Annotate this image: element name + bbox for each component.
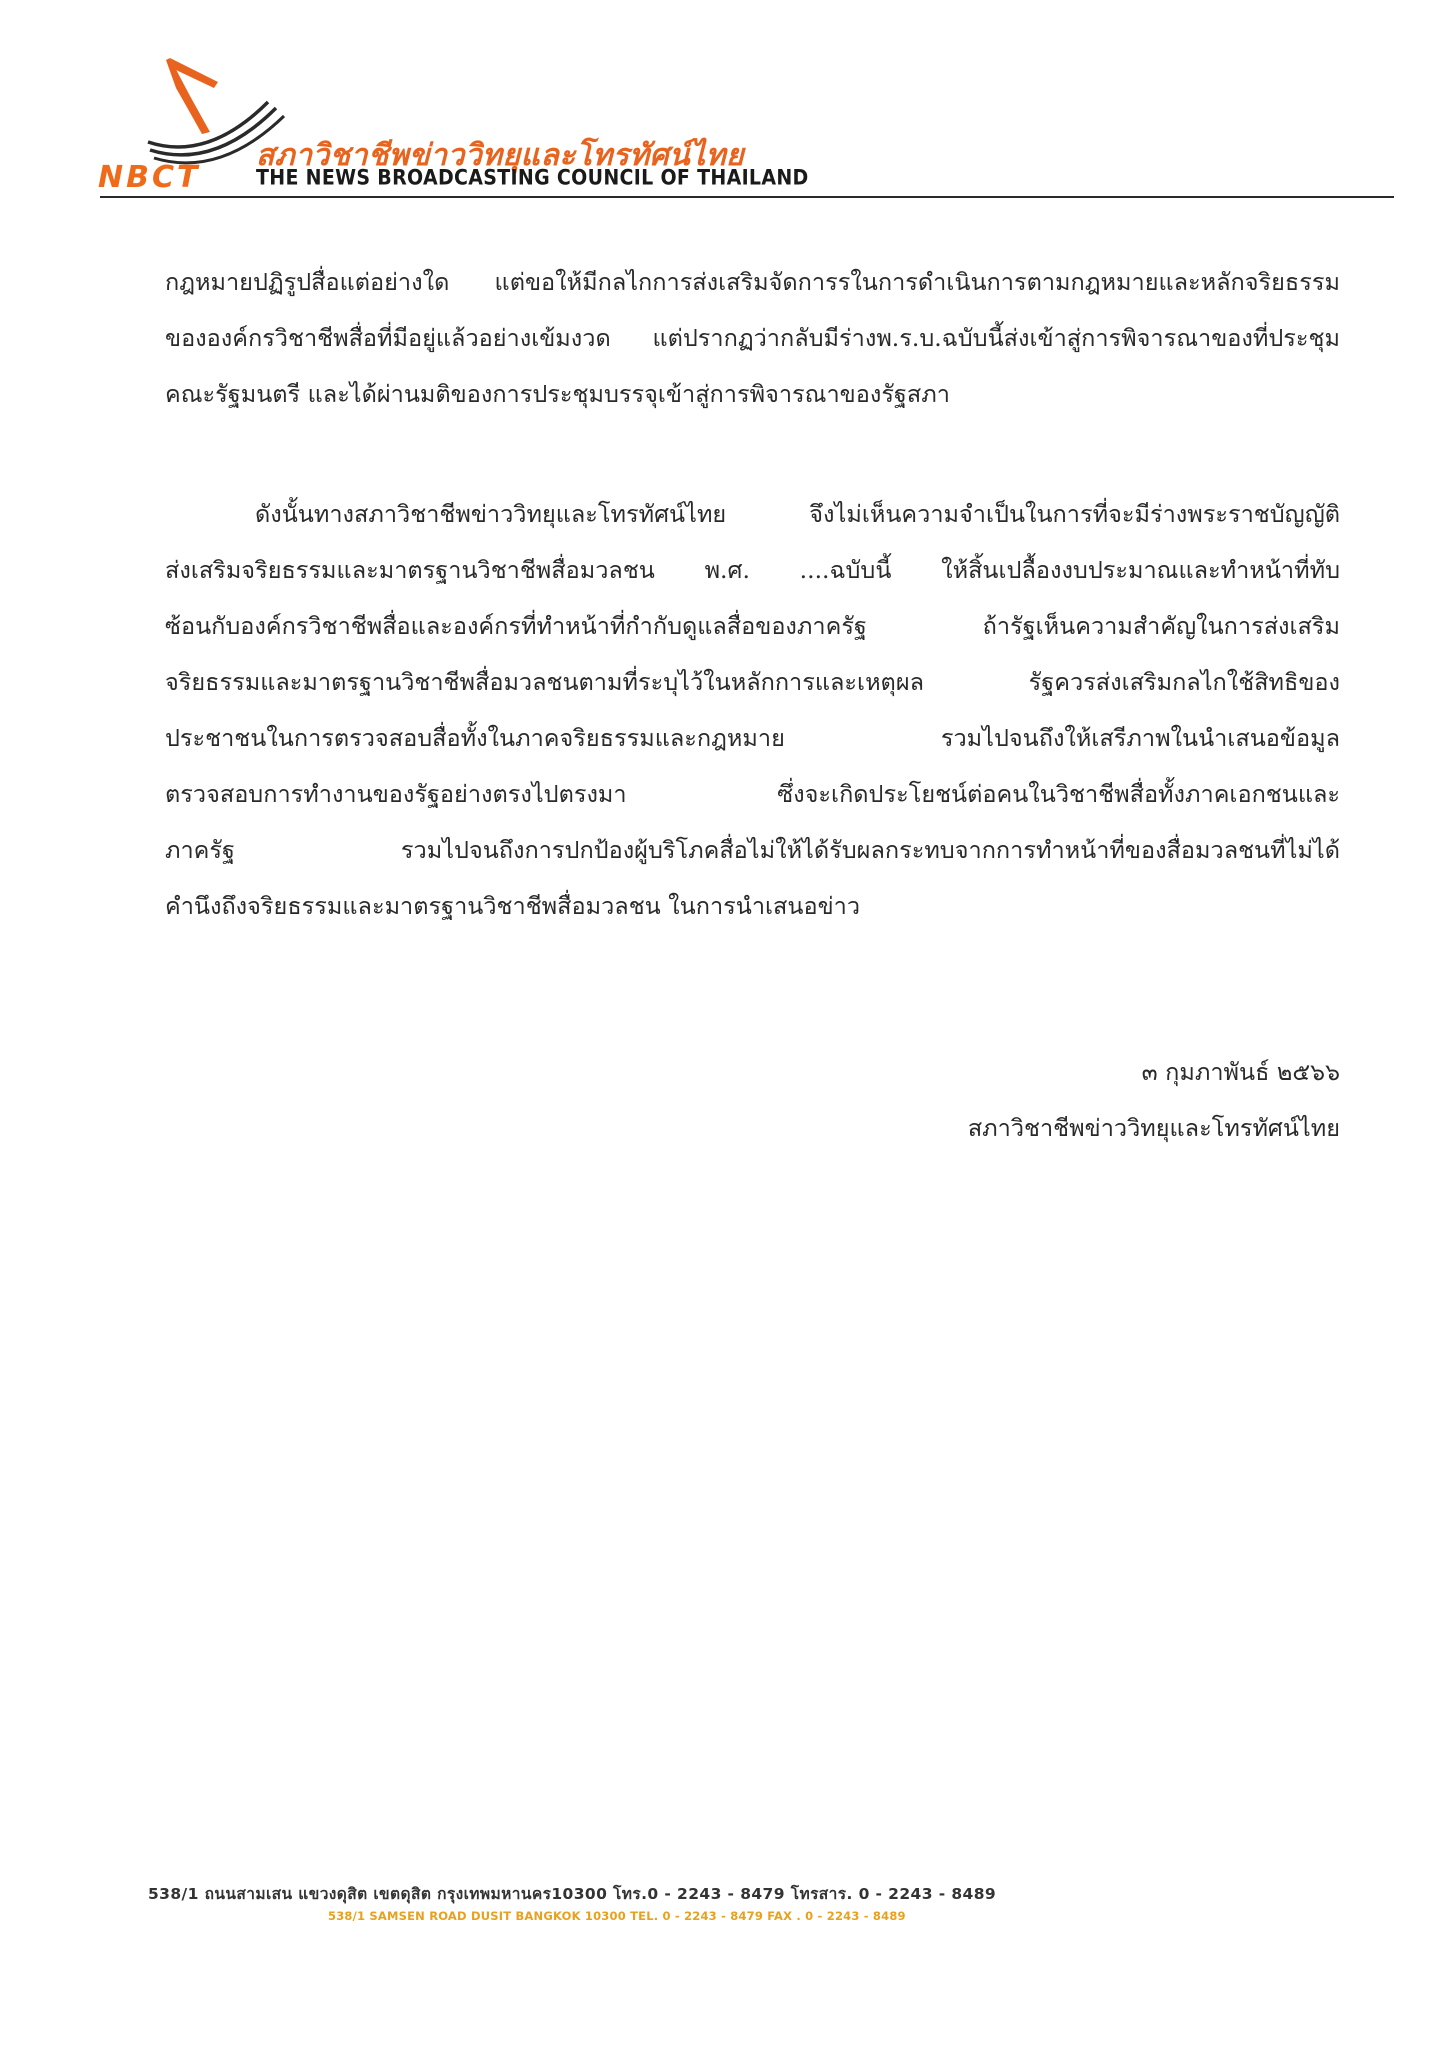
org-name-thai: สภาวิชาชีพข่าววิทยุและโทรทัศน์ไทย bbox=[256, 138, 745, 173]
paragraph-line: ซ้อนกับองค์กรวิชาชีพสื่อและองค์กรที่ทำหน้าที่กำกับดูแลสื่อของภาครัฐ ถ้ารัฐเห็นความสำคัญในการส่งเสริม bbox=[165, 612, 1340, 640]
paragraph-line: ส่งเสริมจริยธรรมและมาตรฐานวิชาชีพสื่อมวลชน พ.ศ. ....ฉบับนี้ ให้สิ้นเปลื้องงบประมาณและทำหน้าที่ทับ bbox=[165, 556, 1340, 584]
footer-address bbox=[148, 1882, 1308, 1926]
org-abbreviation: NBCT bbox=[98, 160, 201, 195]
letter-date: ๓ กุมภาพันธ์ ๒๕๖๖ bbox=[1141, 1058, 1340, 1086]
paragraph-line: ดังนั้นทางสภาวิชาชีพข่าววิทยุและโทรทัศน์ไทย จึงไม่เห็นความจำเป็นในการที่จะมีร่างพระราชบัญญัติ bbox=[255, 500, 1340, 528]
paragraph-line: จริยธรรมและมาตรฐานวิชาชีพสื่อมวลชนตามที่ระบุไว้ในหลักการและเหตุผล รัฐควรส่งเสริมกลไกใช้สิทธิของ bbox=[165, 668, 1340, 696]
body-paragraph-1 bbox=[165, 254, 1340, 422]
org-name-english: THE NEWS BROADCASTING COUNCIL OF THAILAND bbox=[256, 166, 809, 191]
signature-block bbox=[968, 1044, 1340, 1156]
paragraph-line: คำนึงถึงจริยธรรมและมาตรฐานวิชาชีพสื่อมวลชน ในการนำเสนอข่าว bbox=[165, 892, 861, 920]
paragraph-line: ขององค์กรวิชาชีพสื่อที่มีอยู่แล้วอย่างเข้มงวด แต่ปรากฏว่ากลับมีร่างพ.ร.บ.ฉบับนี้ส่งเข้าสู่การพิจารณาของที่ประชุม bbox=[165, 324, 1340, 352]
letterhead bbox=[96, 52, 1386, 202]
header-divider bbox=[100, 196, 1394, 198]
paragraph-line: คณะรัฐมนตรี และได้ผ่านมติของการประชุมบรรจุเข้าสู่การพิจารณาของรัฐสภา bbox=[165, 380, 950, 408]
footer-address-english: 538/1 SAMSEN ROAD DUSIT BANGKOK 10300 TEL. 0 - 2243 - 8479 FAX . 0 - 2243 - 8489 bbox=[328, 1909, 906, 1923]
paragraph-line: ประชาชนในการตรวจสอบสื่อทั้งในภาคจริยธรรมและกฎหมาย รวมไปจนถึงให้เสรีภาพในนำเสนอข้อมูล bbox=[165, 724, 1340, 752]
footer-address-thai: 538/1 ถนนสามเสน แขวงดุสิต เขตดุสิต กรุงเทพมหานคร10300 โทร.0 - 2243 - 8479 โทรสาร. 0 - 2243 - 8489 bbox=[148, 1885, 997, 1903]
paragraph-line: กฎหมายปฏิรูปสื่อแต่อย่างใด แต่ขอให้มีกลไกการส่งเสริมจัดการรในการดำเนินการตามกฎหมายและหลักจริยธรรม bbox=[165, 268, 1340, 296]
paragraph-line: ตรวจสอบการทำงานของรัฐอย่างตรงไปตรงมา ซึ่งจะเกิดประโยชน์ต่อคนในวิชาชีพสื่อทั้งภาคเอกชนและ bbox=[165, 780, 1340, 808]
signatory: สภาวิชาชีพข่าววิทยุและโทรทัศน์ไทย bbox=[967, 1114, 1340, 1142]
body-paragraph-2 bbox=[165, 486, 1340, 934]
paragraph-line: ภาครัฐ รวมไปจนถึงการปกป้องผู้บริโภคสื่อไม่ให้ได้รับผลกระทบจากการทำหน้าที่ของสื่อมวลชนที่ไม่ได้ bbox=[165, 836, 1340, 864]
